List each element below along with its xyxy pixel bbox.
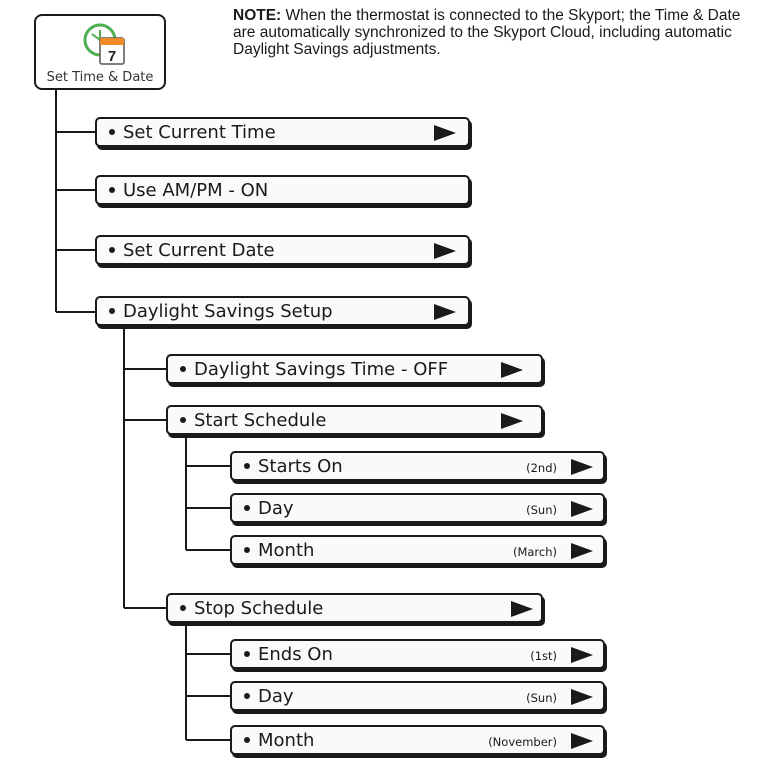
menu-item-label: Ends On (258, 644, 333, 665)
bullet-icon (244, 505, 250, 511)
bullet-icon (244, 651, 250, 657)
bullet-icon (244, 737, 250, 743)
menu-item-value: (1st) (530, 649, 557, 663)
note-label: NOTE: (233, 7, 282, 24)
note-body: When the thermostat is connected to the Skyport; the Time & Date are automatically synchronized to the Skyport Cloud, including automatic Daylight Savings adjustments. (233, 7, 741, 58)
menu-item-value: (November) (488, 735, 557, 749)
play-arrow-icon (501, 362, 523, 378)
menu-item-label: Starts On (258, 456, 343, 477)
bullet-icon (180, 605, 186, 611)
play-arrow-icon (511, 601, 533, 617)
menu-item-label: Daylight Savings Time - OFF (194, 359, 449, 380)
menu-item-start-day[interactable] (230, 493, 605, 523)
menu-item-label: Stop Schedule (194, 598, 324, 619)
play-arrow-icon (434, 125, 456, 141)
play-arrow-icon (501, 413, 523, 429)
menu-item-label: Start Schedule (194, 410, 327, 431)
menu-item-label: Daylight Savings Setup (123, 301, 333, 322)
bullet-icon (109, 308, 115, 314)
menu-item-use-am-pm[interactable] (95, 175, 470, 205)
menu-item-label: Set Current Time (123, 122, 276, 143)
play-arrow-icon (571, 459, 593, 475)
bullet-icon (180, 417, 186, 423)
menu-item-daylight-savings-setup[interactable] (95, 296, 470, 326)
play-arrow-icon (571, 543, 593, 559)
menu-item-starts-on[interactable] (230, 451, 605, 481)
menu-item-label: Day (258, 686, 294, 707)
bullet-icon (180, 366, 186, 372)
menu-item-set-current-date[interactable] (95, 235, 470, 265)
menu-item-stop-month[interactable] (230, 725, 605, 755)
menu-item-daylight-savings-time[interactable] (166, 354, 543, 384)
bullet-icon (244, 547, 250, 553)
play-arrow-icon (434, 243, 456, 259)
menu-item-value: (March) (512, 545, 557, 559)
menu-item-start-schedule[interactable] (166, 405, 543, 435)
play-arrow-icon (571, 689, 593, 705)
play-arrow-icon (571, 733, 593, 749)
play-arrow-icon (434, 304, 456, 320)
menu-item-label: Month (258, 730, 315, 751)
bullet-icon (109, 187, 115, 193)
menu-item-stop-day[interactable] (230, 681, 605, 711)
svg-text:7: 7 (107, 48, 117, 65)
menu-item-value: (Sun) (526, 503, 557, 517)
root-label: Set Time & Date (46, 70, 154, 85)
bullet-icon (244, 693, 250, 699)
bullet-icon (109, 247, 115, 253)
menu-item-label: Month (258, 540, 315, 561)
bullet-icon (244, 463, 250, 469)
menu-item-start-month[interactable] (230, 535, 605, 565)
menu-item-ends-on[interactable] (230, 639, 605, 669)
menu-item-value: (Sun) (526, 691, 557, 705)
play-arrow-icon (571, 647, 593, 663)
menu-item-value: (2nd) (526, 461, 557, 475)
menu-item-label: Day (258, 498, 294, 519)
menu-item-label: Set Current Date (123, 240, 275, 261)
menu-item-set-current-time[interactable] (95, 117, 470, 147)
play-arrow-icon (571, 501, 593, 517)
bullet-icon (109, 129, 115, 135)
menu-item-stop-schedule[interactable] (166, 593, 543, 623)
menu-item-label: Use AM/PM - ON (123, 180, 269, 201)
